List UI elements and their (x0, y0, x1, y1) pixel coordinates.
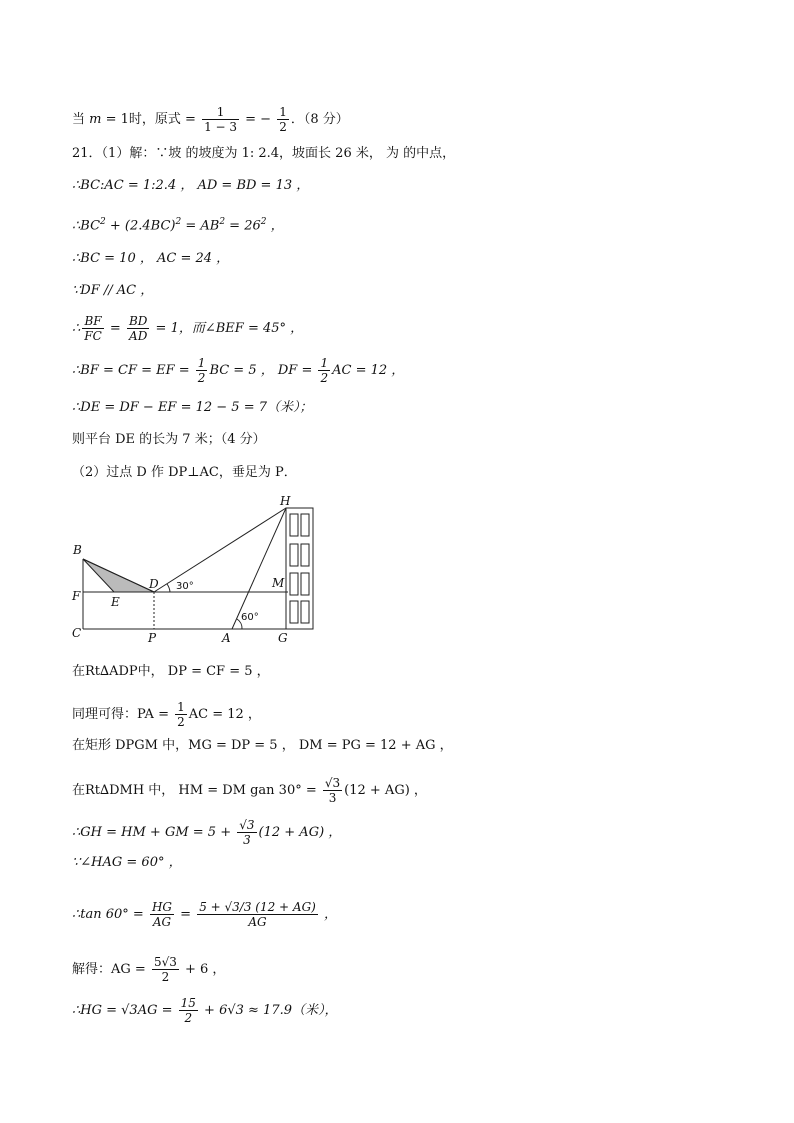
sup: 2 (100, 217, 106, 227)
fraction (197, 900, 318, 929)
den: AD (129, 329, 148, 343)
line-5: ∴BC = 10 ， AC = 24 ， (72, 251, 230, 266)
num: 1 (177, 700, 185, 714)
label-B: B (73, 543, 82, 557)
text: AC = 12 ， (188, 707, 261, 722)
text: (12 + AG) ， (344, 783, 427, 798)
geometry-diagram (66, 492, 326, 644)
label-C: C (72, 626, 82, 640)
den: 3 (243, 833, 251, 847)
text: = 26 (225, 218, 261, 234)
angle-arc-30 (167, 584, 170, 592)
fraction (179, 996, 198, 1025)
text: ∴tan 60° = (72, 907, 148, 922)
line-19 (72, 955, 225, 984)
fraction (202, 105, 239, 134)
num: 1 (197, 356, 206, 370)
text: (12 + AG) ， (258, 825, 342, 840)
line-18 (72, 900, 337, 929)
line-6: ∵DF // AC ， (72, 283, 154, 298)
angle-label-60: 60° (241, 612, 259, 623)
label-A: A (222, 631, 231, 644)
num: BD (128, 314, 148, 328)
line-13 (72, 700, 261, 729)
text: ， (266, 218, 284, 234)
fraction (82, 314, 104, 343)
window (290, 601, 298, 623)
num: 1 (279, 105, 287, 119)
text: = (176, 907, 196, 922)
den: 2 (177, 715, 185, 729)
label-M: M (272, 576, 285, 590)
den: 1 − 3 (204, 120, 238, 134)
label-D: D (149, 577, 159, 591)
line-20 (72, 996, 338, 1025)
window (290, 514, 298, 536)
fraction (196, 356, 208, 385)
text: 21．（1）解：∵坡 (72, 146, 186, 161)
den: 2 (161, 970, 170, 984)
window (290, 573, 298, 595)
line-3: ∴BC:AC = 1:2.4 ， AD = BD = 13 ， (72, 178, 310, 193)
den: 2 (197, 371, 206, 385)
text: + (2.4BC) (105, 218, 176, 234)
line-8 (72, 356, 404, 385)
text: 的坡度为 1: 2.4，坡面长 26 米， (185, 146, 382, 161)
line-4 (72, 214, 284, 234)
line-9: ∴DE = DF − EF = 12 − 5 = 7（米）； (72, 400, 313, 415)
window (301, 544, 309, 566)
fraction (277, 105, 289, 134)
num: √3 (324, 776, 341, 790)
text: = 1，而∠BEF = 45° ， (151, 321, 304, 336)
num: 5 + √3/3 (12 + AG) (199, 900, 316, 914)
text: ∴HG = √3AG = (72, 1003, 177, 1018)
window (290, 544, 298, 566)
den: FC (84, 329, 102, 343)
text: ∴BC (72, 218, 101, 234)
den: 3 (328, 791, 337, 805)
text: 当 (72, 112, 90, 127)
fraction (237, 818, 256, 847)
den: AG (248, 915, 267, 929)
label-E: E (111, 595, 120, 609)
text: 的中点， (403, 146, 456, 161)
sup: 2 (219, 217, 226, 227)
text: 同理可得：PA = (72, 707, 174, 722)
num: 1 (202, 105, 239, 120)
text: = − (241, 112, 276, 127)
text: = (105, 321, 125, 336)
text: + 6√3 ≈ 17.9（米）， (199, 1003, 338, 1018)
num: 1 (320, 356, 329, 370)
line-12: 在Rt∆ADP中， DP = CF = 5 ， (72, 664, 270, 679)
text: = 1时，原式 = (101, 112, 201, 127)
label-P: P (148, 631, 157, 644)
text: ．（8 分） (290, 112, 349, 127)
text: 在Rt∆DMH 中， HM = DM gan 30° = (72, 783, 321, 798)
line-11: （2）过点 D 作 DP⊥AC，垂足为 P． (72, 465, 297, 480)
num: BF (82, 314, 104, 329)
fraction (175, 700, 187, 729)
den: 2 (320, 371, 329, 385)
text: 解得：AG = (72, 962, 150, 977)
label-G: G (278, 631, 288, 644)
window (301, 601, 309, 623)
angle-label-30: 30° (176, 581, 194, 592)
text: + 6 ， (180, 962, 226, 977)
fraction (127, 314, 149, 343)
line-16 (72, 818, 341, 847)
label-H: H (280, 494, 291, 508)
num: 5√3 (153, 955, 177, 969)
fraction (152, 955, 179, 984)
segment-AH (232, 508, 286, 629)
line-7 (72, 314, 303, 343)
line-2 (72, 146, 455, 162)
fraction (150, 900, 174, 929)
text: ∴BF = CF = EF = (72, 363, 194, 378)
window (301, 573, 309, 595)
num: HG (151, 900, 173, 914)
label-F: F (72, 589, 81, 603)
sup: 2 (260, 217, 267, 227)
line-1 (72, 105, 349, 134)
fraction (318, 356, 330, 385)
fraction (323, 776, 342, 805)
text: ， (319, 907, 337, 922)
text: ∴GH = HM + GM = 5 + (72, 825, 236, 840)
num: 15 (180, 996, 196, 1010)
text: 为 (381, 146, 404, 161)
den: 2 (279, 120, 287, 134)
den: AG (152, 915, 172, 929)
text: ∴ (72, 321, 81, 336)
var-m: m (89, 112, 102, 127)
text: AC = 12 ， (332, 363, 405, 378)
text: = AB (181, 218, 220, 234)
line-15 (72, 776, 427, 805)
line-10: 则平台 DE 的长为 7 米；（4 分） (72, 432, 266, 447)
text: BC = 5 ， DF = (209, 363, 317, 378)
line-14: 在矩形 DPGM 中，MG = DP = 5 ， DM = PG = 12 + AG ， (72, 738, 453, 753)
line-17: ∵∠HAG = 60° ， (72, 855, 182, 870)
segment-DH (154, 508, 286, 592)
sup: 2 (175, 217, 182, 227)
num: √3 (239, 818, 255, 832)
den: 2 (184, 1011, 193, 1025)
window (301, 514, 309, 536)
